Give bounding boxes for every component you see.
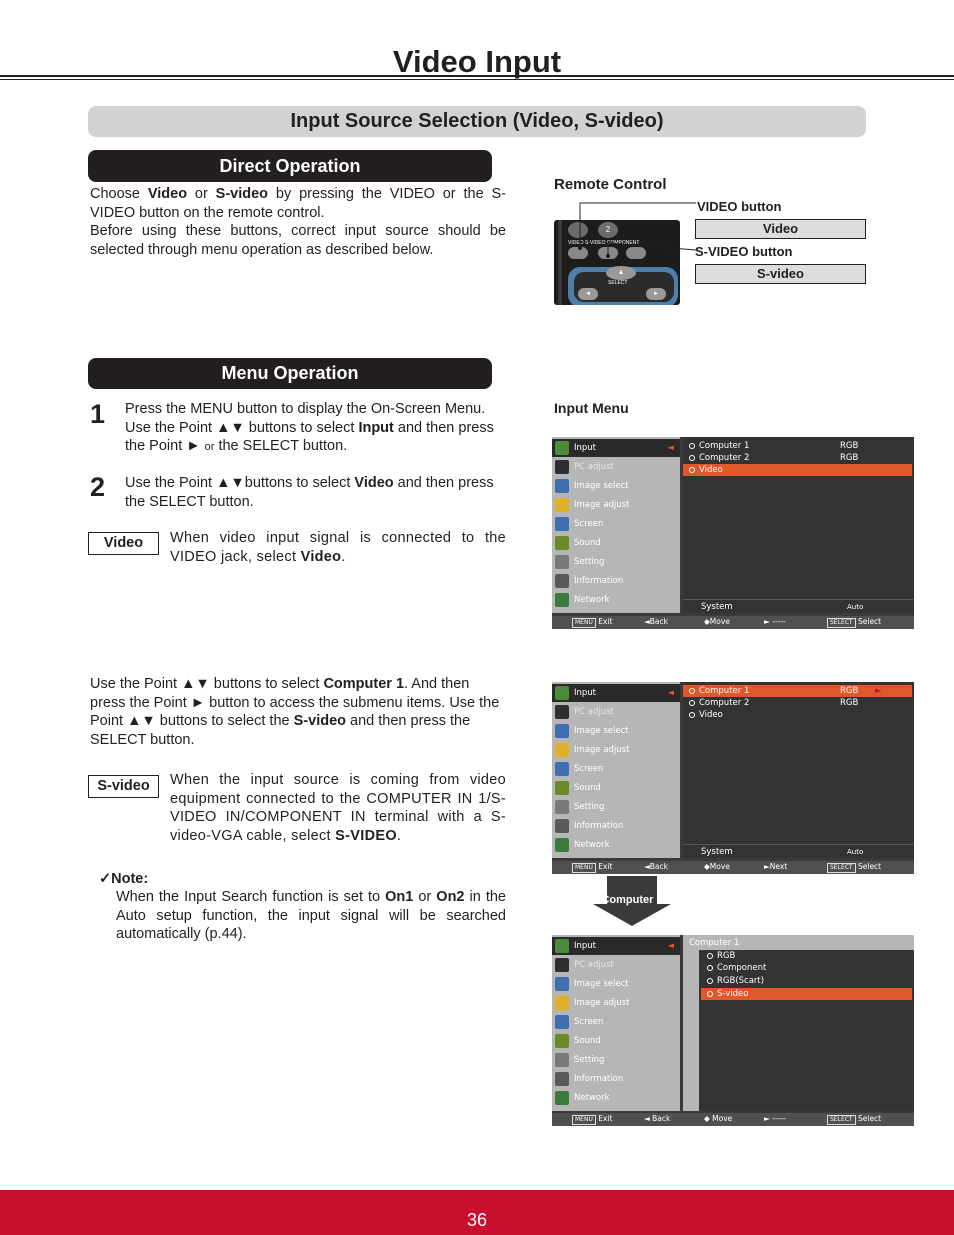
computer1-instructions: Use the Point ▲▼ buttons to select Computer 1. And then press the Point ► button to access the submenu items. Use the Point ▲▼ buttons to select the S-video and then press the SELECT button.: [90, 676, 500, 748]
note-title: ✓Note:: [99, 871, 149, 887]
osd-right-panel: Computer 1 RGB Computer 2 RGB Video: [683, 437, 914, 599]
osd-item-setting: Setting: [552, 553, 680, 571]
step-1-number: 1: [90, 399, 106, 429]
svideo-button-box: S-video: [695, 264, 866, 284]
note-text: When the Input Search function is set to On1 or On2 in the Auto setup function, the input signal will be searched automatically (p.44).: [116, 889, 506, 943]
osd-item-input: Input ◄: [552, 439, 680, 457]
menu-operation-heading: Menu Operation: [88, 358, 492, 389]
osd-left-panel: [552, 437, 680, 613]
direct-operation-text: Choose Video or S-video by pressing the VIDEO or the S-VIDEO button on the remote control. Before using these buttons, correct input source should be selected through menu operation as described below.: [90, 186, 506, 258]
svideo-button-label: S-VIDEO button: [695, 244, 793, 259]
osd-system-row: System Auto: [683, 599, 914, 613]
remote-control-label: Remote Control: [554, 176, 667, 193]
page-title: Video Input: [392, 44, 562, 79]
arrow-label: Computer 1: [601, 894, 663, 906]
step-2-text: Use the Point ▲▼buttons to select Video and then press the SELECT button.: [125, 475, 494, 510]
video-tag: Video: [88, 532, 159, 555]
osd-item-network: Network: [552, 591, 680, 609]
osd-item-pc-adjust: PC adjust: [552, 458, 680, 476]
osd-input-menu-2: Input ◄ PC adjust Image select Image adjust Screen Sound Setting Information Network Computer 1 RGB ► Computer 2 RGB Video System Auto MENU Exit ◄Back ◆Move ►Next SELECT Select: [552, 682, 914, 874]
svideo-tag: S-video: [88, 775, 159, 798]
title-rule: [0, 75, 954, 80]
osd-item-screen: Screen: [552, 515, 680, 533]
osd-item-information: Information: [552, 572, 680, 590]
osd-item-image-select: Image select: [552, 477, 680, 495]
section-title: Input Source Selection (Video, S-video): [88, 106, 866, 137]
remote-callout-lines: [570, 198, 700, 260]
page-number: 36: [466, 1210, 488, 1230]
step-1-text: Press the MENU button to display the On-Screen Menu. Use the Point ▲▼ buttons to select Input and then press the Point ► or the SELECT button.: [125, 401, 494, 455]
svideo-description: When the input source is coming from video equipment connected to the COMPUTER IN 1/S-VIDEO IN/COMPONENT IN terminal with a S-video-VGA cable, select S-VIDEO.: [170, 772, 506, 844]
osd-input-menu-1: [552, 437, 914, 629]
osd-computer1-submenu: Input ◄ PC adjust Image select Image adjust Screen Sound Setting Information Network Computer 1 RGB Component RGB(Scart) S-video MENU Exit ◄ Back ◆ Move ► ----- SELECT Select: [552, 935, 914, 1126]
remote-control-image: 2 VIDEO S-VIDEO COMPONENT ▲ SELECT ◄ ►: [554, 220, 680, 305]
osd-item-image-adjust: Image adjust: [552, 496, 680, 514]
video-button-label: VIDEO button: [697, 199, 782, 214]
video-button-box: Video: [695, 219, 866, 239]
direct-operation-heading: Direct Operation: [88, 150, 492, 182]
input-menu-label: Input Menu: [554, 400, 629, 416]
video-description: When video input signal is connected to the VIDEO jack, select Video.: [170, 530, 506, 565]
osd-bottom-bar: MENU Exit ◄Back ◆Move ► ----- SELECT Select: [552, 616, 914, 629]
step-2-number: 2: [90, 472, 106, 502]
osd-item-sound: Sound: [552, 534, 680, 552]
